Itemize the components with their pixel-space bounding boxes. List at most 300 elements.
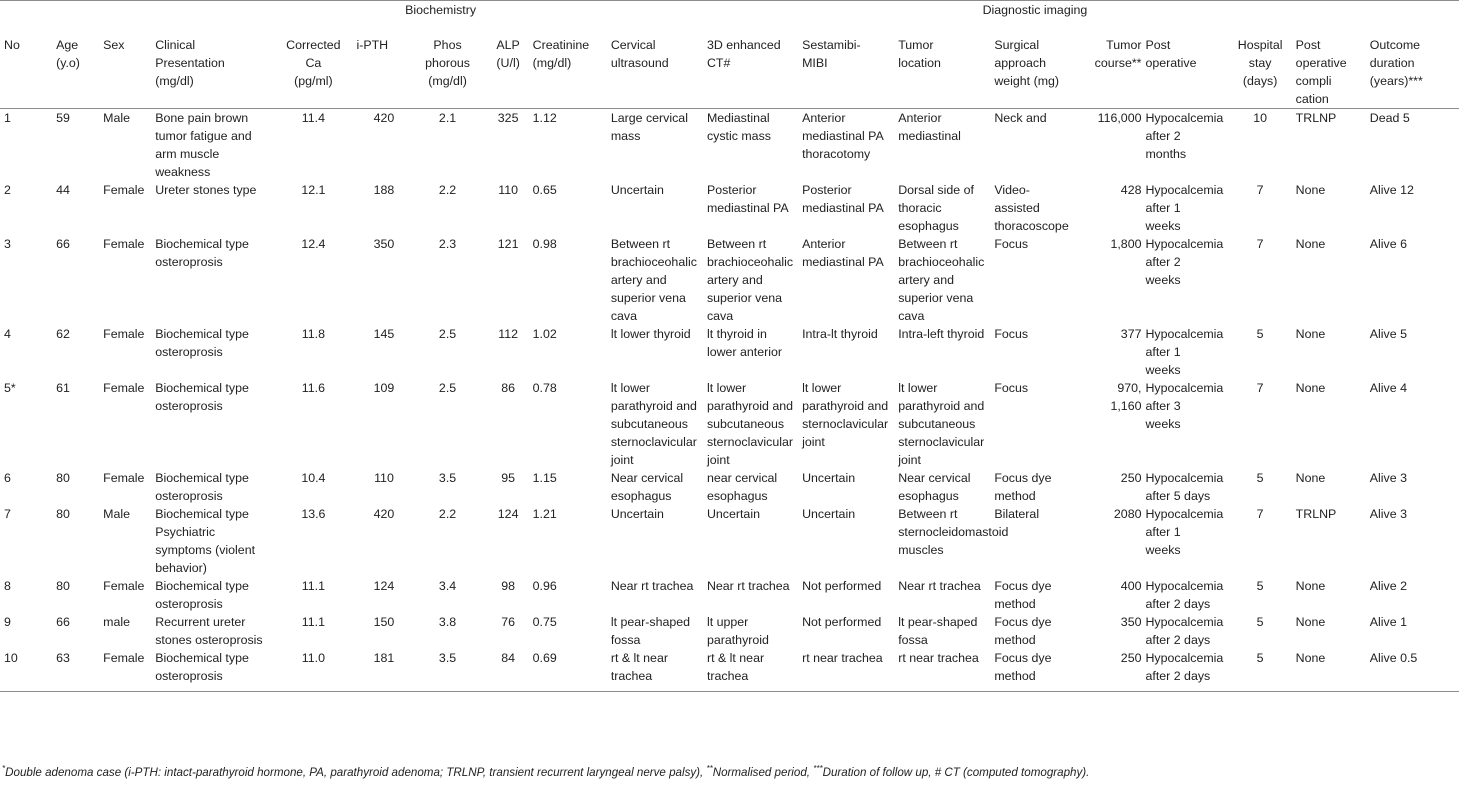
cell-line: joint <box>706 453 730 467</box>
cell-line: 1.21 <box>532 507 557 521</box>
table-cell <box>994 577 1084 613</box>
cell-line: 112 <box>498 327 518 341</box>
cell-line: 4 <box>4 327 11 341</box>
cell-line: Focus <box>994 237 1029 251</box>
cell-line: 350 <box>373 237 395 251</box>
cell-line: osteroprosis <box>155 669 223 683</box>
cell-line: Female <box>103 579 145 593</box>
cell-line: 2.3 <box>438 237 457 251</box>
table-cell <box>356 577 411 613</box>
cell-line: i-PTH <box>356 38 389 52</box>
table-cell <box>155 181 270 235</box>
cell-line: 59 <box>56 111 70 125</box>
cell-line: joint <box>898 453 921 467</box>
table-cell <box>484 577 533 613</box>
cell-line: phorous <box>425 56 470 70</box>
cell-line: subcutaneous <box>610 417 688 431</box>
column-header <box>0 36 52 109</box>
cell-line: 3 <box>4 237 11 251</box>
table-cell <box>1084 109 1141 182</box>
cell-line: osteroprosis <box>155 489 223 503</box>
cell-line: 3.5 <box>438 651 457 665</box>
cell-line: Focus <box>994 381 1029 395</box>
column-header <box>994 36 1084 109</box>
table-cell <box>412 469 484 505</box>
cell-line: sternoclavicular <box>802 417 889 431</box>
table-cell <box>1229 649 1292 692</box>
cell-line: 3.4 <box>438 579 457 593</box>
cell-line: Alive 0.5 <box>1369 651 1418 665</box>
cell-line: 3.5 <box>438 471 457 485</box>
cell-line: (mg/dl) <box>428 74 467 88</box>
table-cell <box>1292 469 1366 505</box>
cell-line: 11.8 <box>301 327 325 341</box>
table-cell <box>270 469 356 505</box>
cell-line: 121 <box>497 237 519 251</box>
cell-line: None <box>1295 471 1326 485</box>
table-cell <box>0 649 52 692</box>
cell-line: 5* <box>4 381 16 395</box>
cell-line: superior vena <box>610 291 686 305</box>
cell-line: Ureter stones type <box>155 183 257 197</box>
cell-line: Female <box>103 237 145 251</box>
table-cell <box>1292 235 1366 325</box>
table-cell <box>802 181 898 235</box>
cell-line: 3D enhanced <box>706 38 781 52</box>
table-cell <box>0 325 52 379</box>
cell-line: Near rt trachea <box>610 579 694 593</box>
cell-line: 3.8 <box>438 615 457 629</box>
cell-line: after 2 <box>1145 255 1181 269</box>
cell-line: esophagus <box>898 219 959 233</box>
cell-line: Uncertain <box>610 183 664 197</box>
cell-line: sternoclavicular <box>706 435 794 449</box>
cell-line: 66 <box>56 615 70 629</box>
table-cell <box>611 577 707 613</box>
table-cell <box>707 505 802 577</box>
table-cell <box>533 109 611 182</box>
cell-line: duration <box>1369 56 1415 70</box>
cell-line: lt lower <box>802 381 842 395</box>
cell-line: sternoclavicular <box>898 435 985 449</box>
cell-line: 0.78 <box>532 381 557 395</box>
column-header <box>707 36 802 109</box>
table-cell <box>52 613 103 649</box>
cell-line: None <box>1295 327 1326 341</box>
cell-line: Alive 1 <box>1369 615 1407 629</box>
table-cell <box>155 649 270 692</box>
cell-line: Focus dye <box>994 651 1052 665</box>
table-cell <box>802 469 898 505</box>
table-cell <box>270 325 356 379</box>
cell-line: brachioceohalic <box>898 255 985 269</box>
cell-line: lt thyroid in <box>706 327 767 341</box>
table-cell <box>155 235 270 325</box>
table-cell <box>0 379 52 469</box>
cell-line: artery and <box>898 273 954 287</box>
cell-line: 0.98 <box>532 237 557 251</box>
table-cell <box>270 613 356 649</box>
cell-line: thoracic <box>898 201 942 215</box>
cell-line: 2.2 <box>438 183 457 197</box>
cell-line: 1 <box>4 111 11 125</box>
cell-line: 80 <box>56 507 70 521</box>
cell-line: arm muscle <box>155 147 220 161</box>
cell-line: Ca <box>305 56 322 70</box>
cell-line: Alive 4 <box>1369 381 1407 395</box>
cell-line: Tumor <box>1106 38 1142 52</box>
cell-line: 2080 <box>1113 507 1142 521</box>
cell-line: weeks <box>1145 363 1181 377</box>
table-cell <box>103 613 155 649</box>
cell-line: 109 <box>373 381 395 395</box>
cell-line: Female <box>103 381 145 395</box>
table-cell <box>1229 505 1292 577</box>
cell-line: Alive 3 <box>1369 471 1407 485</box>
cell-line: Phos <box>433 38 462 52</box>
column-header <box>533 36 611 109</box>
table-cell <box>898 505 1009 577</box>
cell-line: rt near trachea <box>802 651 883 665</box>
table-cell <box>994 235 1084 325</box>
table-cell <box>1084 613 1141 649</box>
table-cell <box>1366 613 1459 649</box>
table-cell <box>0 505 52 577</box>
table-cell <box>1084 379 1141 469</box>
cell-line: 0.96 <box>532 579 557 593</box>
cell-line: mediastinal PA <box>802 201 884 215</box>
table-cell <box>155 469 270 505</box>
table-cell <box>270 577 356 613</box>
cell-line: Posterior <box>802 183 852 197</box>
cell-line: Hypocalcemia <box>1145 471 1224 485</box>
table-cell <box>533 379 611 469</box>
cell-line: 11.1 <box>301 579 325 593</box>
cell-line: lt lower <box>706 381 747 395</box>
table-cell <box>1366 469 1459 505</box>
cell-line: None <box>1295 183 1326 197</box>
cell-line: Sestamibi- <box>802 38 861 52</box>
cell-line: Hypocalcemia <box>1145 327 1224 341</box>
cell-line: 5 <box>1256 651 1264 665</box>
cell-line: Uncertain <box>706 507 760 521</box>
cell-line: weeks <box>1145 417 1181 431</box>
cell-line: operative <box>1295 56 1347 70</box>
cell-line: Tumor <box>898 38 934 52</box>
cell-line: lt pear-shaped <box>898 615 978 629</box>
table-cell <box>707 649 802 692</box>
table-cell <box>412 109 484 182</box>
table-cell <box>533 469 611 505</box>
cell-line: compli <box>1295 74 1332 88</box>
table-cell <box>1229 613 1292 649</box>
table-cell <box>484 505 533 577</box>
cell-line: stones osteroprosis <box>155 633 263 647</box>
cell-line: 1.15 <box>532 471 557 485</box>
table-cell <box>0 181 52 235</box>
table-cell <box>0 109 52 182</box>
table-cell <box>0 577 52 613</box>
table-row <box>0 505 1459 577</box>
table-cell <box>533 577 611 613</box>
cell-line: weeks <box>1145 543 1181 557</box>
cell-line: Between rt <box>898 507 958 521</box>
table-cell <box>1292 649 1366 692</box>
cell-line: lt lower <box>898 381 938 395</box>
cell-line: 5 <box>1256 579 1264 593</box>
cell-line: operative <box>1145 56 1197 70</box>
table-cell <box>356 109 411 182</box>
cell-line: after 3 <box>1145 399 1181 413</box>
table-cell <box>270 505 356 577</box>
table-cell <box>802 235 898 325</box>
table-cell <box>1141 235 1228 325</box>
cell-line: CT# <box>706 56 731 70</box>
cell-line: osteroprosis <box>155 597 223 611</box>
cell-line: lt lower thyroid <box>610 327 691 341</box>
cell-line: Alive 12 <box>1369 183 1414 197</box>
cell-line: method <box>994 489 1036 503</box>
cell-line: Near cervical <box>898 471 971 485</box>
table-cell <box>155 577 270 613</box>
column-header <box>484 36 533 109</box>
table-cell <box>356 469 411 505</box>
cell-line: muscles <box>898 543 944 557</box>
table-cell <box>533 649 611 692</box>
cell-line: brachioceohalic <box>706 255 794 269</box>
cell-line: Alive 2 <box>1369 579 1407 593</box>
table-cell <box>994 379 1084 469</box>
table-cell <box>1229 379 1292 469</box>
table-cell <box>1084 235 1141 325</box>
cell-line: subcutaneous <box>706 417 785 431</box>
cell-line: weight (mg) <box>994 74 1060 88</box>
cell-line: Intra-lt thyroid <box>802 327 878 341</box>
table-cell <box>1141 505 1228 577</box>
cell-line: method <box>994 597 1036 611</box>
cell-line: 63 <box>56 651 70 665</box>
table-cell <box>484 613 533 649</box>
cell-line: near cervical <box>706 471 778 485</box>
cell-line: 110 <box>498 183 518 197</box>
cell-line: Uncertain <box>610 507 664 521</box>
cell-line: cystic mass <box>706 129 771 143</box>
cell-line: Corrected <box>286 38 341 52</box>
footnote-mark-2: ** <box>706 764 713 774</box>
cell-line: lt lower <box>610 381 651 395</box>
table-cell <box>898 181 994 235</box>
table-cell <box>52 577 103 613</box>
cell-line: Focus <box>994 327 1029 341</box>
cell-line: cava <box>898 309 925 323</box>
cell-line: Female <box>103 327 145 341</box>
table-cell <box>994 109 1084 182</box>
table-cell <box>155 505 270 577</box>
cell-line: Not performed <box>802 615 882 629</box>
cell-line: Biochemical type <box>155 651 249 665</box>
table-cell <box>611 613 707 649</box>
cell-line: Surgical <box>994 38 1040 52</box>
table-cell <box>52 649 103 692</box>
table-cell <box>103 469 155 505</box>
cell-line: No <box>4 38 20 52</box>
table-cell <box>103 181 155 235</box>
cell-line: 1.02 <box>532 327 557 341</box>
cell-line: Not performed <box>802 579 882 593</box>
cell-line: Hypocalcemia <box>1145 507 1224 521</box>
cell-line: None <box>1295 615 1326 629</box>
cell-line: after 1 <box>1145 201 1181 215</box>
column-header <box>270 36 356 109</box>
cell-line: 10 <box>1253 111 1268 125</box>
table-cell <box>533 181 611 235</box>
cell-line: 2 <box>4 183 11 197</box>
cell-line: superior vena <box>898 291 974 305</box>
cell-line: thoracotomy <box>802 147 871 161</box>
cell-line: (years)*** <box>1369 74 1423 88</box>
table-cell <box>412 235 484 325</box>
table-cell <box>898 325 994 379</box>
cell-line: Anterior <box>802 111 846 125</box>
table-row <box>0 181 1459 235</box>
table-cell <box>1141 379 1228 469</box>
table-cell <box>0 469 52 505</box>
cell-line: mediastinal PA <box>706 201 789 215</box>
cell-line: 0.65 <box>532 183 557 197</box>
cell-line: Biochemical type <box>155 381 249 395</box>
cell-line: 12.1 <box>301 183 326 197</box>
table-cell <box>802 325 898 379</box>
table-cell <box>707 181 802 235</box>
table-cell <box>1141 325 1228 379</box>
cell-line: parathyroid and <box>898 399 985 413</box>
cell-line: 5 <box>1256 471 1264 485</box>
cell-line: Outcome <box>1369 38 1421 52</box>
cell-line: 11.4 <box>301 111 325 125</box>
cell-line: Hypocalcemia <box>1145 579 1224 593</box>
column-header <box>1141 36 1228 109</box>
cell-line: 2.1 <box>438 111 457 125</box>
table-cell <box>611 109 707 182</box>
cell-line: Biochemical type <box>155 471 249 485</box>
cell-line: 44 <box>56 183 70 197</box>
cell-line: osteroprosis <box>155 345 223 359</box>
table-cell <box>802 109 898 182</box>
cell-line: 9 <box>4 615 11 629</box>
cell-line: rt near trachea <box>898 651 979 665</box>
cell-line: Female <box>103 471 145 485</box>
cell-line: 7 <box>1256 183 1264 197</box>
table-cell <box>103 109 155 182</box>
table-cell <box>802 505 898 577</box>
cell-line: 95 <box>501 471 516 485</box>
table-cell <box>155 379 270 469</box>
cell-line: fossa <box>898 633 928 647</box>
cell-line: 7 <box>1256 237 1264 251</box>
cell-line: Age <box>56 38 79 52</box>
cell-line: Alive 6 <box>1369 237 1407 251</box>
cell-line: 400 <box>1120 579 1142 593</box>
cell-line: 5 <box>1256 615 1264 629</box>
cell-line: months <box>1145 147 1187 161</box>
table-cell <box>802 379 898 469</box>
table-cell <box>994 325 1084 379</box>
cell-line: (mg/dl) <box>532 56 572 70</box>
table-cell <box>1366 379 1459 469</box>
cell-line: 84 <box>501 651 516 665</box>
table-cell <box>611 325 707 379</box>
cell-line: 5 <box>1256 327 1264 341</box>
cell-line: superior vena <box>706 291 783 305</box>
cell-line: MIBI <box>802 56 828 70</box>
table-cell <box>103 379 155 469</box>
cell-line: Focus dye <box>994 471 1052 485</box>
table-cell <box>1292 505 1366 577</box>
column-header <box>155 36 270 109</box>
table-cell <box>994 505 1084 577</box>
cell-line: 80 <box>56 471 70 485</box>
cell-line: 13.6 <box>301 507 326 521</box>
cell-line: 188 <box>373 183 395 197</box>
cell-line: behavior) <box>155 561 207 575</box>
table-cell <box>1084 649 1141 692</box>
table-cell <box>356 379 411 469</box>
footnote-text-1: Double adenoma case (i-PTH: intact-parathyroid hormone, PA, parathyroid adenoma; TRLNP, transient recurrent laryngeal nerve palsy), <box>5 766 707 779</box>
cell-line: 420 <box>373 507 395 521</box>
cell-line: Near rt trachea <box>898 579 981 593</box>
cell-line: Between rt <box>898 237 958 251</box>
cell-line: method <box>994 669 1036 683</box>
cell-line: 350 <box>1120 615 1142 629</box>
table-cell <box>270 109 356 182</box>
cell-line: Posterior <box>706 183 757 197</box>
cell-line: ALP <box>496 38 520 52</box>
table-cell <box>1229 235 1292 325</box>
cell-line: thoracoscope <box>994 219 1069 233</box>
table-cell <box>1292 109 1366 182</box>
cell-line: Creatinine <box>532 38 590 52</box>
table-cell <box>1366 505 1459 577</box>
table-cell <box>412 505 484 577</box>
cell-line: after 1 <box>1145 525 1181 539</box>
cell-line: Hospital <box>1237 38 1283 52</box>
table-cell <box>1366 577 1459 613</box>
cell-line: Presentation <box>155 56 225 70</box>
cell-line: Uncertain <box>802 471 856 485</box>
table-cell <box>1292 577 1366 613</box>
table-cell <box>484 235 533 325</box>
table-cell <box>356 325 411 379</box>
cell-line: Neck and <box>994 111 1047 125</box>
cell-line: 66 <box>56 237 70 251</box>
table-cell <box>1084 577 1141 613</box>
table-cell <box>484 325 533 379</box>
cell-line: Bone pain brown <box>155 111 249 125</box>
cell-line: artery and <box>706 273 763 287</box>
cell-line: 80 <box>56 579 70 593</box>
table-cell <box>611 469 707 505</box>
cell-line: stay <box>1248 56 1272 70</box>
table-cell <box>356 181 411 235</box>
cell-line: Large cervical <box>610 111 688 125</box>
table-cell <box>1141 577 1228 613</box>
table-cell <box>1292 325 1366 379</box>
cell-line: trachea <box>610 669 653 683</box>
cell-line: TRLNP <box>1295 111 1337 125</box>
table-cell <box>994 613 1084 649</box>
cell-line: Recurrent ureter <box>155 615 246 629</box>
table-cell <box>707 379 802 469</box>
